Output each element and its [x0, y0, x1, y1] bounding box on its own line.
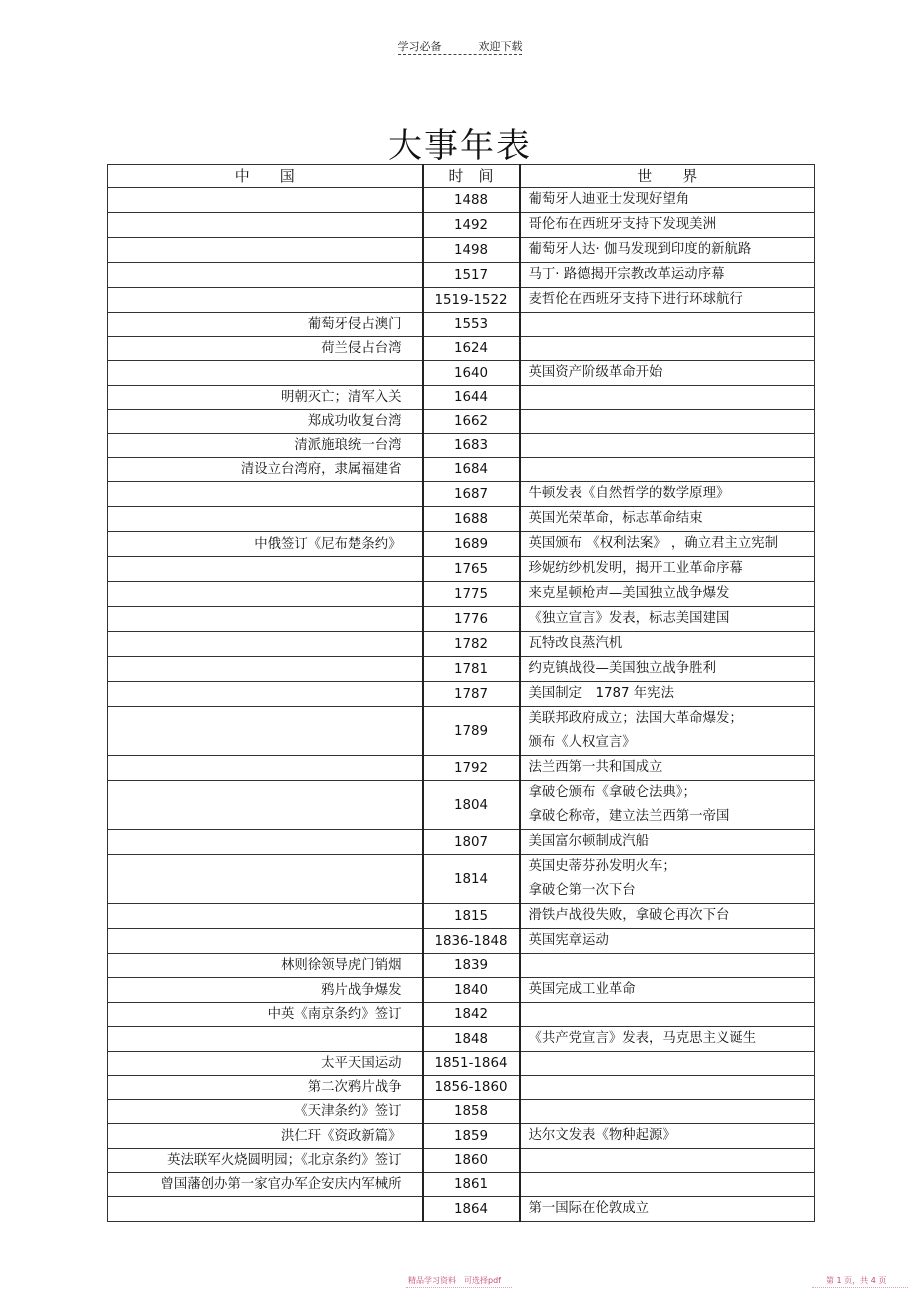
world-event	[520, 386, 815, 410]
world-event-line: 拿破仑第一次下台	[528, 883, 636, 898]
world-event-line: 法兰西第一共和国成立	[528, 760, 663, 775]
world-event	[520, 410, 815, 434]
world-event-line: 达尔文发表《物种起源》	[528, 1128, 676, 1143]
table-row	[108, 361, 815, 386]
world-event	[520, 1149, 815, 1173]
footer-page-number: 第 1 页，共 4 页	[826, 1276, 887, 1285]
world-event	[520, 756, 815, 781]
table-row	[108, 482, 815, 507]
year-cell: 1859	[423, 1124, 520, 1149]
year-cell: 1858	[423, 1100, 520, 1124]
world-event	[520, 954, 815, 978]
year-cell: 1864	[423, 1197, 520, 1222]
china-event	[108, 213, 423, 238]
table-row	[108, 781, 815, 830]
china-event: 郑成功收复台湾	[108, 410, 423, 434]
china-event	[108, 682, 423, 707]
year-cell: 1519-1522	[423, 288, 520, 313]
table-row	[108, 263, 815, 288]
year-cell: 1860	[423, 1149, 520, 1173]
world-event-line: 哥伦布在西班牙支持下发现美洲	[528, 217, 716, 232]
table-row	[108, 1124, 815, 1149]
china-event: 鸦片战争爆发	[108, 978, 423, 1003]
world-event-line: 滑铁卢战役失败，拿破仑再次下台	[528, 908, 730, 923]
year-cell: 1644	[423, 386, 520, 410]
table-row	[108, 830, 815, 855]
china-event	[108, 507, 423, 532]
year-cell: 1488	[423, 188, 520, 213]
world-event	[520, 781, 815, 830]
china-event	[108, 361, 423, 386]
column-header-china: 中 国	[108, 165, 423, 188]
column-header-time: 时 间	[423, 165, 520, 188]
world-event	[520, 632, 815, 657]
year-cell: 1789	[423, 707, 520, 756]
year-cell: 1775	[423, 582, 520, 607]
world-event	[520, 507, 815, 532]
china-event: 中英《南京条约》签订	[108, 1003, 423, 1027]
china-event: 清派施琅统一台湾	[108, 434, 423, 458]
world-event	[520, 1124, 815, 1149]
world-event-line: 《共产党宣言》发表，马克思主义诞生	[528, 1031, 757, 1046]
world-event-line: 美联邦政府成立；法国大革命爆发；	[528, 711, 743, 726]
world-event	[520, 1173, 815, 1197]
year-cell: 1792	[423, 756, 520, 781]
china-event	[108, 263, 423, 288]
table-row	[108, 532, 815, 557]
world-event-line: 约克镇战役—美国独立战争胜利	[528, 661, 716, 676]
table-row	[108, 410, 815, 434]
china-event	[108, 904, 423, 929]
china-event: 英法联军火烧圆明园；《北京条约》签订	[108, 1149, 423, 1173]
year-cell: 1640	[423, 361, 520, 386]
table-row	[108, 1027, 815, 1052]
table-row	[108, 1173, 815, 1197]
world-event-line: 英国史蒂芬孙发明火车；	[528, 859, 676, 874]
table-row	[108, 288, 815, 313]
year-cell: 1624	[423, 337, 520, 361]
table-row	[108, 434, 815, 458]
world-event	[520, 607, 815, 632]
chronology-table	[107, 164, 815, 1222]
table-row	[108, 507, 815, 532]
table-row	[108, 238, 815, 263]
year-cell: 1840	[423, 978, 520, 1003]
world-event	[520, 188, 815, 213]
table-body	[108, 188, 815, 1222]
world-event-line: 第一国际在伦敦成立	[528, 1201, 650, 1216]
year-cell: 1684	[423, 458, 520, 482]
world-event-line: 麦哲伦在西班牙支持下进行环球航行	[528, 292, 743, 307]
world-event-line: 葡萄牙人达· 伽马发现到印度的新航路	[528, 242, 752, 257]
china-event: 第二次鸦片战争	[108, 1076, 423, 1100]
world-event-line: 葡萄牙人迪亚士发现好望角	[528, 192, 690, 207]
world-event	[520, 830, 815, 855]
header-right-text: 欢迎下载	[478, 40, 523, 53]
china-event	[108, 657, 423, 682]
footer-left-dots	[406, 1287, 512, 1288]
year-cell: 1517	[423, 263, 520, 288]
world-event	[520, 1100, 815, 1124]
year-cell: 1781	[423, 657, 520, 682]
year-cell: 1842	[423, 1003, 520, 1027]
table-header-row	[108, 165, 815, 188]
year-cell: 1856-1860	[423, 1076, 520, 1100]
china-event	[108, 288, 423, 313]
china-event: 荷兰侵占台湾	[108, 337, 423, 361]
table-row	[108, 213, 815, 238]
world-event-line: 瓦特改良蒸汽机	[528, 636, 623, 651]
year-cell: 1787	[423, 682, 520, 707]
table-row	[108, 1052, 815, 1076]
table-row	[108, 458, 815, 482]
world-event	[520, 707, 815, 756]
year-cell: 1839	[423, 954, 520, 978]
china-event	[108, 781, 423, 830]
year-cell: 1804	[423, 781, 520, 830]
header-left-text: 学习必备	[397, 40, 442, 53]
china-event: 中俄签订《尼布楚条约》	[108, 532, 423, 557]
china-event	[108, 707, 423, 756]
table-row	[108, 1076, 815, 1100]
footer-right-dots	[812, 1287, 908, 1288]
world-event-line: 英国宪章运动	[528, 933, 609, 948]
world-event	[520, 288, 815, 313]
world-event-line: 英国资产阶级革命开始	[528, 365, 663, 380]
world-event	[520, 238, 815, 263]
world-event	[520, 657, 815, 682]
page-header	[0, 38, 920, 54]
year-cell: 1861	[423, 1173, 520, 1197]
table-row	[108, 756, 815, 781]
page-title: 大事年表	[388, 126, 532, 166]
world-event	[520, 682, 815, 707]
china-event: 洪仁玕《资政新篇》	[108, 1124, 423, 1149]
world-event-line: 马丁· 路德揭开宗教改革运动序幕	[528, 267, 725, 282]
world-event-line: 《独立宣言》发表，标志美国建国	[528, 611, 730, 626]
year-cell: 1815	[423, 904, 520, 929]
china-event: 明朝灭亡；清军入关	[108, 386, 423, 410]
china-event: 清设立台湾府，隶属福建省	[108, 458, 423, 482]
table-row	[108, 1100, 815, 1124]
world-event	[520, 582, 815, 607]
world-event	[520, 434, 815, 458]
footer-left-text: 精品学习资料 可选择pdf	[408, 1276, 501, 1285]
table-row	[108, 978, 815, 1003]
world-event	[520, 1003, 815, 1027]
table-row	[108, 313, 815, 337]
table-row	[108, 582, 815, 607]
year-cell: 1498	[423, 238, 520, 263]
year-cell: 1848	[423, 1027, 520, 1052]
table-row	[108, 386, 815, 410]
world-event	[520, 337, 815, 361]
world-event	[520, 1197, 815, 1222]
china-event	[108, 830, 423, 855]
table-row	[108, 188, 815, 213]
world-event-line: 英国完成工业革命	[528, 982, 636, 997]
china-event: 曾国藩创办第一家官办军企安庆内军械所	[108, 1173, 423, 1197]
world-event	[520, 904, 815, 929]
year-cell: 1836-1848	[423, 929, 520, 954]
year-cell: 1492	[423, 213, 520, 238]
table-row	[108, 855, 815, 904]
world-event	[520, 978, 815, 1003]
year-cell: 1662	[423, 410, 520, 434]
china-event	[108, 1027, 423, 1052]
year-cell: 1776	[423, 607, 520, 632]
world-event	[520, 213, 815, 238]
china-event	[108, 607, 423, 632]
year-cell: 1688	[423, 507, 520, 532]
table-row	[108, 1003, 815, 1027]
world-event	[520, 1027, 815, 1052]
year-cell: 1683	[423, 434, 520, 458]
table-row	[108, 1149, 815, 1173]
year-cell: 1814	[423, 855, 520, 904]
table-row	[108, 607, 815, 632]
china-event	[108, 582, 423, 607]
table-row	[108, 657, 815, 682]
world-event-line: 拿破仑颁布《拿破仑法典》；	[528, 785, 696, 800]
table-row	[108, 954, 815, 978]
china-event: 《天津条约》签订	[108, 1100, 423, 1124]
china-event	[108, 482, 423, 507]
year-cell: 1553	[423, 313, 520, 337]
china-event: 林则徐领导虎门销烟	[108, 954, 423, 978]
year-cell: 1851-1864	[423, 1052, 520, 1076]
world-event	[520, 1052, 815, 1076]
china-event: 葡萄牙侵占澳门	[108, 313, 423, 337]
table-row	[108, 929, 815, 954]
table-row	[108, 557, 815, 582]
world-event	[520, 263, 815, 288]
table-row	[108, 632, 815, 657]
world-event	[520, 361, 815, 386]
world-event	[520, 458, 815, 482]
world-event-line: 来克星顿枪声—美国独立战争爆发	[528, 586, 730, 601]
header-separator	[453, 40, 467, 53]
china-event	[108, 1197, 423, 1222]
world-event-line: 英国光荣革命，标志革命结束	[528, 511, 703, 526]
china-event	[108, 188, 423, 213]
china-event	[108, 557, 423, 582]
year-cell: 1687	[423, 482, 520, 507]
world-event-line: 牛顿发表《自然哲学的数学原理》	[528, 486, 730, 501]
china-event	[108, 929, 423, 954]
china-event	[108, 855, 423, 904]
china-event	[108, 238, 423, 263]
world-event	[520, 557, 815, 582]
world-event-line: 珍妮纺纱机发明，揭开工业革命序幕	[528, 561, 743, 576]
world-event-line: 英国颁布 《权利法案》 ，确立君主立宪制	[528, 536, 779, 551]
table-row	[108, 337, 815, 361]
year-cell: 1782	[423, 632, 520, 657]
world-event-line: 美国制定 1787 年宪法	[528, 686, 674, 701]
world-event	[520, 1076, 815, 1100]
year-cell: 1765	[423, 557, 520, 582]
world-event	[520, 929, 815, 954]
header-underline	[398, 54, 522, 55]
china-event	[108, 632, 423, 657]
world-event	[520, 855, 815, 904]
world-event	[520, 482, 815, 507]
china-event: 太平天国运动	[108, 1052, 423, 1076]
table-row	[108, 682, 815, 707]
world-event	[520, 532, 815, 557]
world-event	[520, 313, 815, 337]
world-event-line: 美国富尔顿制成汽船	[528, 834, 650, 849]
table-row	[108, 1197, 815, 1222]
column-header-world: 世 界	[520, 165, 815, 188]
table-row	[108, 904, 815, 929]
world-event-line: 颁布《人权宣言》	[528, 735, 636, 750]
year-cell: 1807	[423, 830, 520, 855]
china-event	[108, 756, 423, 781]
world-event-line: 拿破仑称帝，建立法兰西第一帝国	[528, 809, 730, 824]
year-cell: 1689	[423, 532, 520, 557]
table-row	[108, 707, 815, 756]
